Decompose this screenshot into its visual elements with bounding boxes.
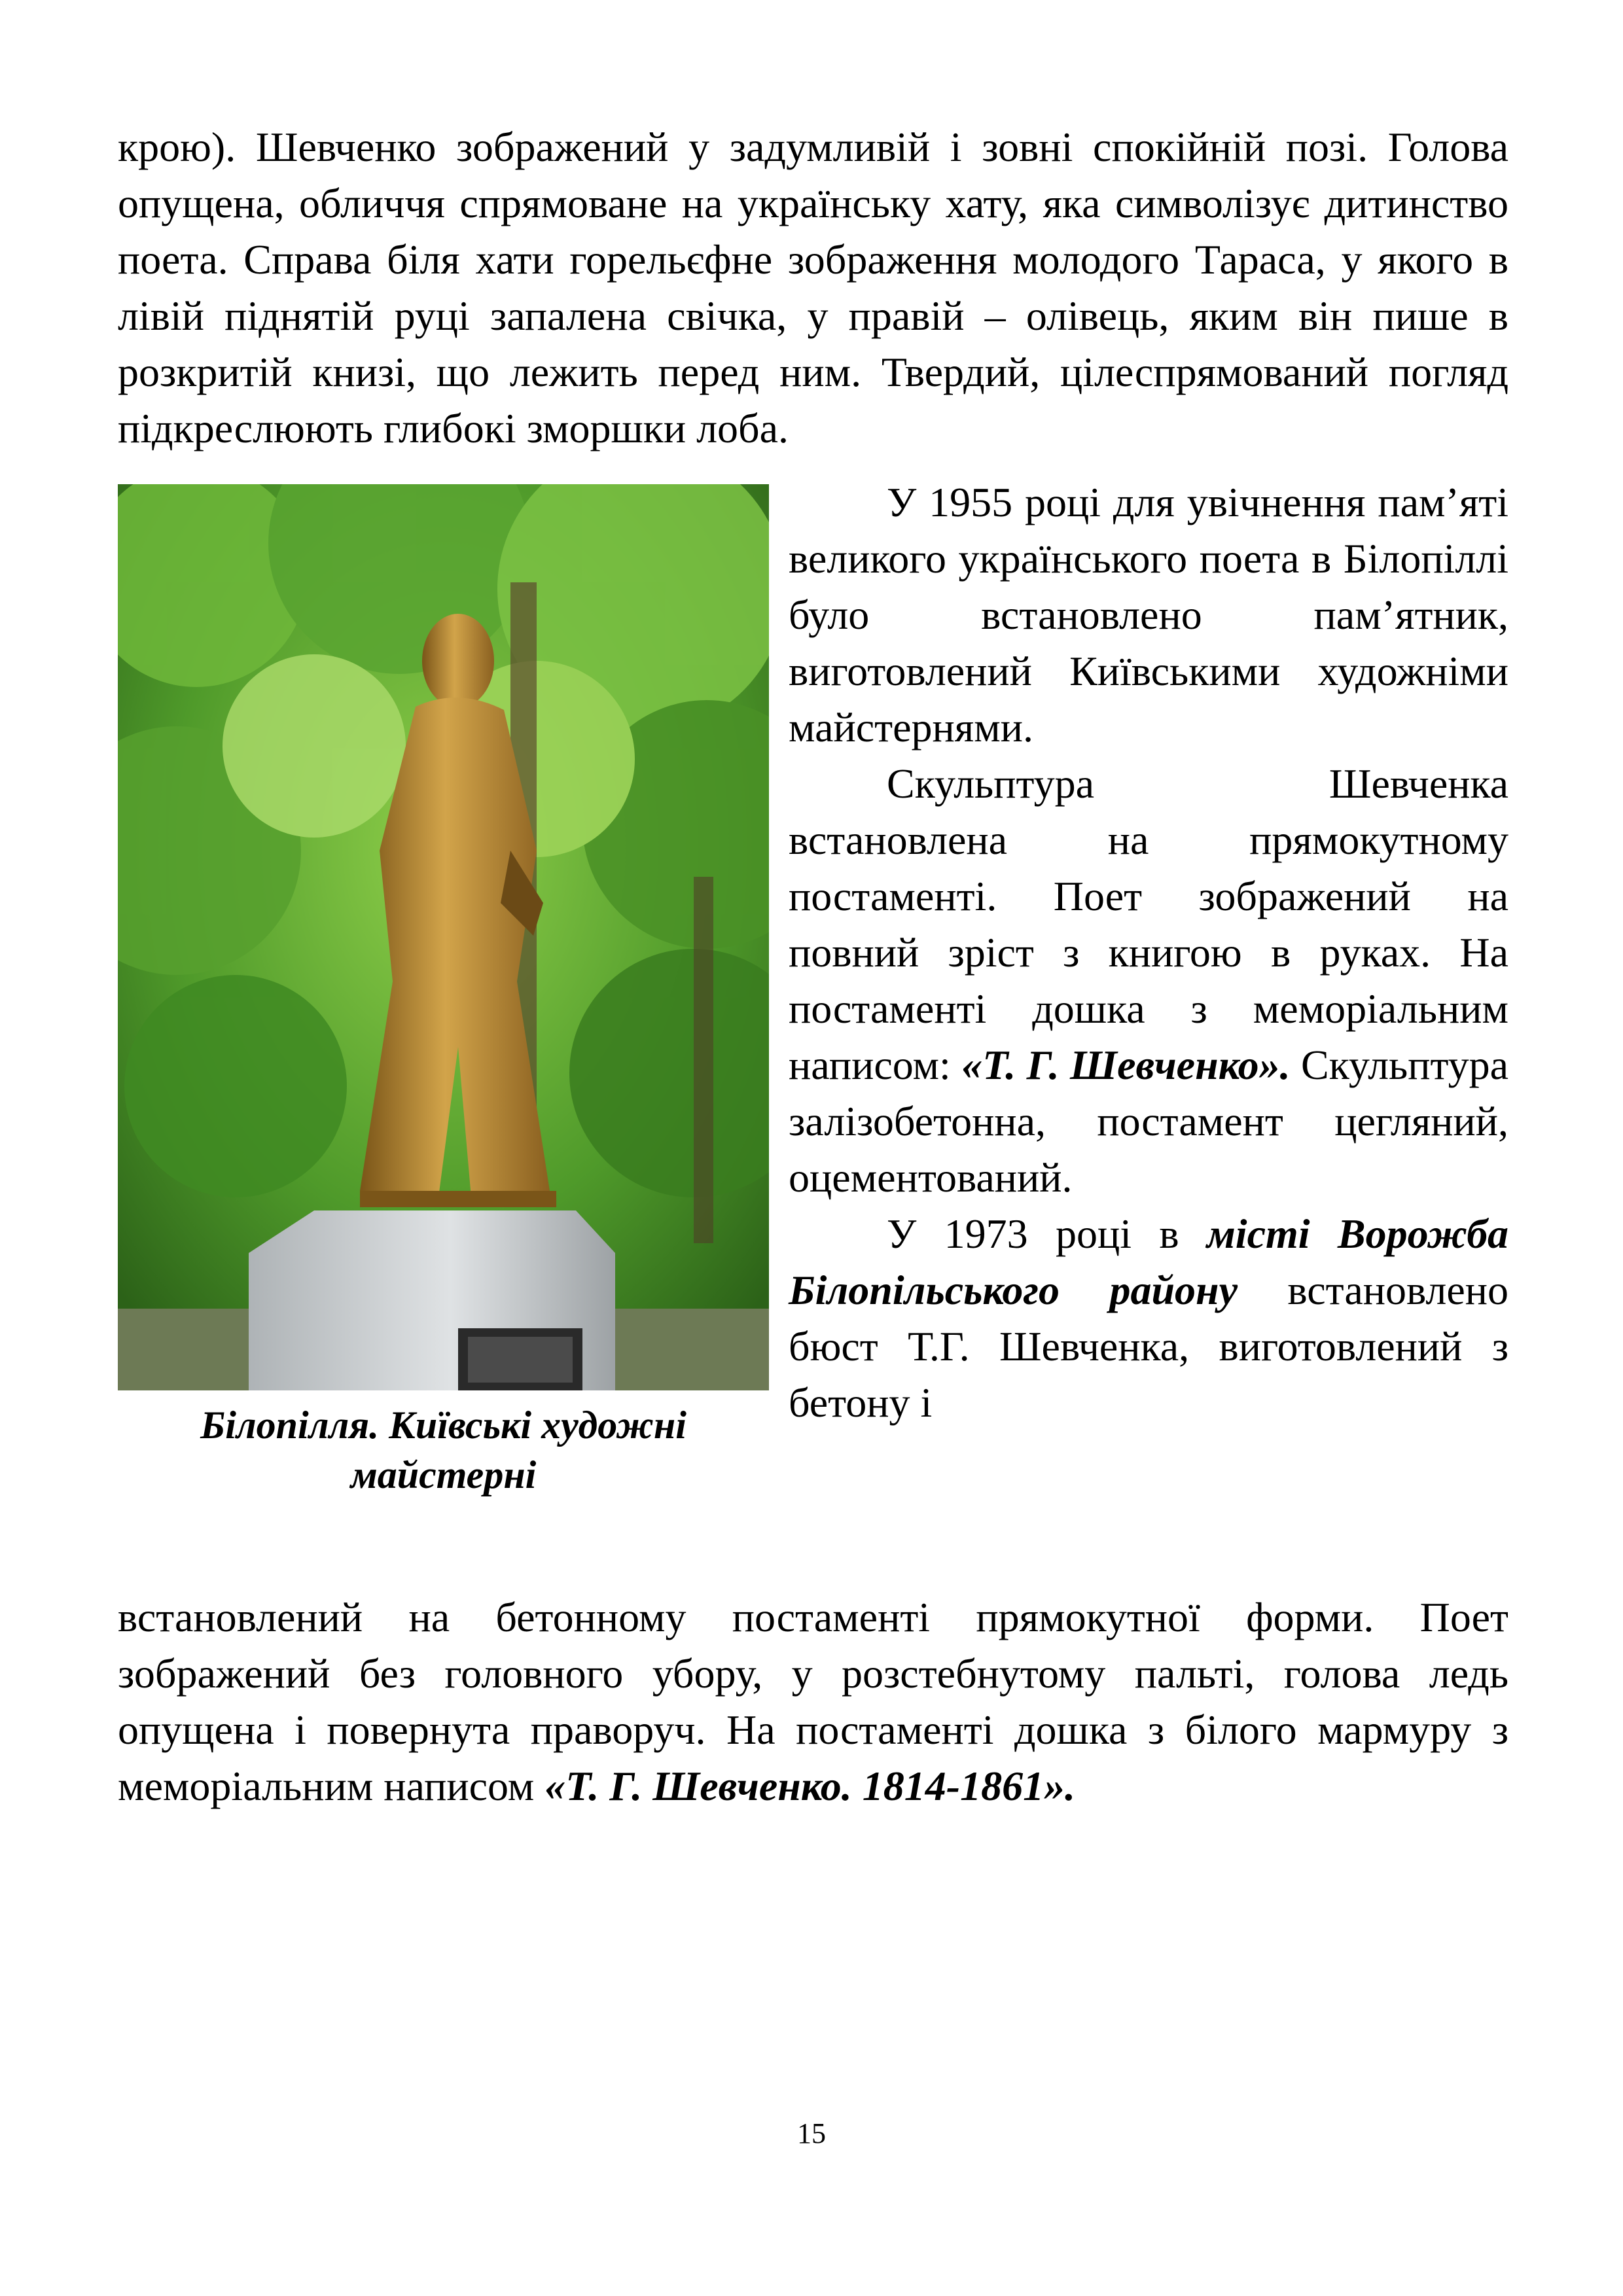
monument-photo — [118, 484, 769, 1390]
vorozhba-text-a: У 1973 році в — [887, 1210, 1179, 1257]
sculpture-text-b: Скульптура залізобетонна, постамент цегляний, оцементований. — [789, 1042, 1508, 1201]
pedestal — [249, 1210, 615, 1390]
tree-trunk — [694, 877, 713, 1243]
bottom-inscription: «Т. Г. Шевченко. 1814-1861». — [544, 1763, 1076, 1809]
photo-caption: Білопілля. Київські художні майстерні — [200, 1404, 687, 1496]
inscription-text: «Т. Г. Шевченко». — [961, 1042, 1291, 1088]
side-column — [789, 474, 1508, 1431]
page-number: 15 — [797, 2117, 826, 2149]
intro-paragraph: крою). Шевченко зображений у задумливій і зовні спокійній позі. Голова опущена, обличчя спрямоване на українську хату, яка символізує дитинство поета. Справа біля хати горельєфне зображення молодого Тараса, у якого в лівій піднятій руці запалена свічка, у правій – олівець, яким він пише в розкритій книзі, що лежить перед ним. Твердий, цілеспрямований погляд підкреслюють глибокі зморшки лоба. — [118, 124, 1508, 451]
vorozhba-place: місті Ворожба Білопільського району — [789, 1210, 1508, 1313]
sculpture-text-a: Скульптура Шевченка встановлена на прямокутному постаменті. Поет зображений на повний зріст з книгою в руках. На постаменті дошка з меморіальним написом: — [789, 760, 1508, 1088]
paragraph-sculpture — [789, 756, 1508, 1206]
bottom-paragraph — [118, 1589, 1508, 1814]
paragraph-1955: У 1955 році для увічнення пам’яті великого українського поета в Білопіллі було встановлено пам’ятник, виготовлений Київськими художніми майстернями. — [789, 479, 1508, 751]
vorozhba-text-b: встановлено бюст Т.Г. Шевченка, виготовлений з бетону і — [789, 1267, 1508, 1426]
bottom-text: встановлений на бетонному постаменті прямокутної форми. Поет зображений без головного убору, у розстебнутому пальті, голова ледь опущена і повернута праворуч. На постаменті дошка з білого мармуру з меморіальним написом — [118, 1594, 1508, 1809]
paragraph-1973 — [789, 1206, 1508, 1431]
